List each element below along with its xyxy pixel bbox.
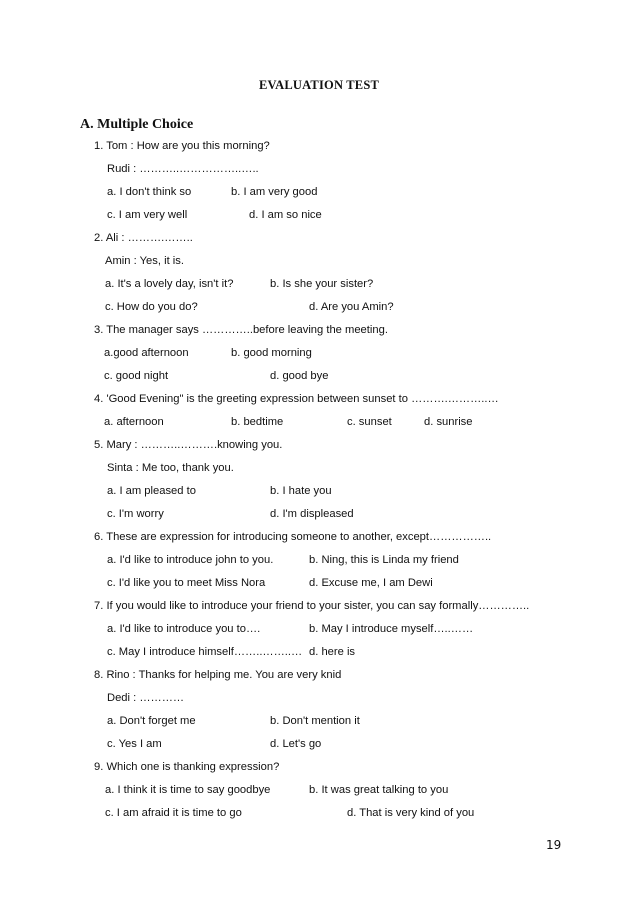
option-2b: b. Is she your sister? [270, 278, 374, 290]
option-8a: a. Don't forget me [107, 715, 196, 727]
question-2-response: Amin : Yes, it is. [105, 255, 184, 267]
option-8d: d. Let's go [270, 738, 322, 750]
option-2a: a. It's a lovely day, isn't it? [105, 278, 234, 290]
option-1d: d. I am so nice [249, 209, 322, 221]
question-2: 2. Ali : ……….…….. [94, 232, 193, 244]
question-4: 4. 'Good Evening" is the greeting expression between sunset to ……….………..… [94, 393, 499, 405]
page-number: 19 [546, 838, 562, 852]
option-7c: c. May I introduce himself……..……..… [107, 646, 303, 658]
option-3c: c. good night [104, 370, 169, 382]
question-8: 8. Rino : Thanks for helping me. You are very knid [94, 669, 342, 681]
question-3: 3. The manager says …………..before leaving the meeting. [94, 324, 388, 336]
page-title: EVALUATION TEST [258, 78, 380, 92]
option-3b: b. good morning [231, 347, 312, 359]
option-2d: d. Are you Amin? [309, 301, 394, 313]
option-9a: a. I think it is time to say goodbye [105, 784, 271, 796]
option-5a: a. I am pleased to [107, 485, 196, 497]
option-4a: a. afternoon [104, 416, 164, 428]
question-1-response: Rudi : ………..……………..….. [107, 163, 259, 175]
option-6d: d. Excuse me, I am Dewi [309, 577, 433, 589]
option-7d: d. here is [309, 646, 356, 658]
section-heading: A. Multiple Choice [80, 117, 194, 132]
question-5: 5. Mary : ………..……….knowing you. [94, 439, 283, 451]
question-8-response: Dedi : ………… [107, 692, 185, 704]
option-6a: a. I'd like to introduce john to you. [107, 554, 274, 566]
option-3d: d. good bye [270, 370, 329, 382]
option-9c: c. I am afraid it is time to go [105, 807, 242, 819]
option-9d: d. That is very kind of you [347, 807, 475, 819]
option-5d: d. I'm displeased [270, 508, 354, 520]
question-7: 7. If you would like to introduce your friend to your sister, you can say formally………….. [94, 600, 530, 612]
question-9: 9. Which one is thanking expression? [94, 761, 280, 773]
option-9b: b. It was great talking to you [309, 784, 449, 796]
option-2c: c. How do you do? [105, 301, 198, 313]
option-6b: b. Ning, this is Linda my friend [309, 554, 459, 566]
option-1a: a. I don't think so [107, 186, 192, 198]
question-6: 6. These are expression for introducing someone to another, except…………….. [94, 531, 492, 543]
option-8c: c. Yes I am [107, 738, 162, 750]
option-3a: a.good afternoon [104, 347, 189, 359]
option-4d: d. sunrise [424, 416, 473, 428]
option-4c: c. sunset [347, 416, 392, 428]
option-7b: b. May I introduce myself…..…… [309, 623, 474, 635]
option-1c: c. I am very well [107, 209, 188, 221]
option-1b: b. I am very good [231, 186, 318, 198]
option-7a: a. I'd like to introduce you to…. [107, 623, 261, 635]
option-4b: b. bedtime [231, 416, 284, 428]
option-5b: b. I hate you [270, 485, 332, 497]
option-6c: c. I'd like you to meet Miss Nora [107, 577, 266, 589]
question-5-response: Sinta : Me too, thank you. [107, 462, 234, 474]
option-8b: b. Don't mention it [270, 715, 360, 727]
option-5c: c. I'm worry [107, 508, 164, 520]
question-1: 1. Tom : How are you this morning? [94, 140, 270, 152]
